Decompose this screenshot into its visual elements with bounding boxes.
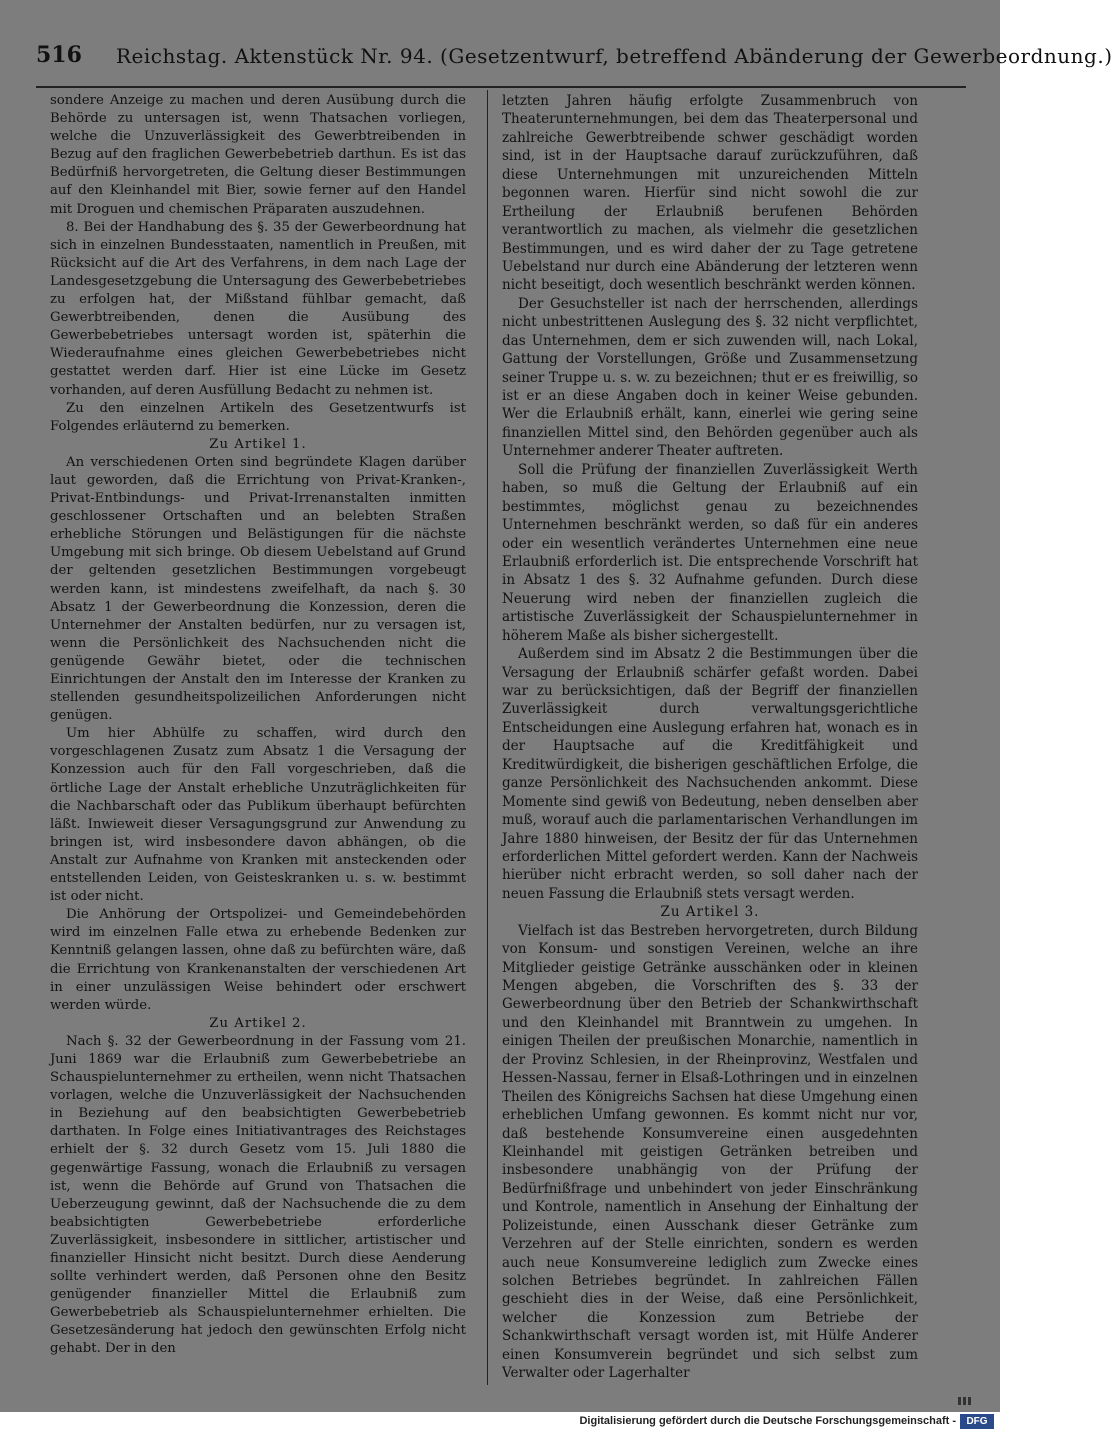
- page-number: 516: [36, 42, 82, 68]
- footer: [0, 1412, 1000, 1432]
- paragraph: 8. Bei der Handhabung des §. 35 der Gewerbeordnung hat sich in einzelnen Bundesstaaten, namentlich in Preußen, mit Rücksicht auf die Art des Verfahrens, in dem nach Lage der Landesgesetzgebung die Untersagung des Gewerbebetriebes zu erfolgen hat, der Mißstand fühlbar gemacht, daß Gewerbtreibenden, denen die Ausübung des Gewerbebetriebes untersagt worden ist, späterhin die Wiederaufnahme eines gleichen Gewerbebetriebes nicht gestattet werden darf. Hier ist eine Lücke im Gesetz vorhanden, auf deren Ausfüllung Bedacht zu nehmen ist.: [50, 219, 466, 398]
- paragraph: Um hier Abhülfe zu schaffen, wird durch den vorgeschlagenen Zusatz zum Absatz 1 die Versagung der Konzession auch für den Fall vorgeschrieben, daß die örtliche Lage der Anstalt erhebliche Unzuträglichkeiten für die Nachbarschaft oder das Publikum überhaupt befürchten läßt. Inwieweit dieser Versagungsgrund zur Anwendung zu bringen ist, wird insbesondere davon abhängen, ob die Anstalt zur Aufnahme von Kranken mit ansteckenden oder entstellenden Leiden, von Geisteskranken u. s. w. bestimmt ist oder nicht.: [50, 726, 466, 905]
- paragraph: Außerdem sind im Absatz 2 die Bestimmungen über die Versagung der Erlaubniß schärfer gefaßt worden. Dabei war zu berücksichtigen, daß der Begriff der finanziellen Zuverlässigkeit durch verwaltungsgerichtliche Entscheidungen eine Auslegung erfahren hat, wonach es in der Hauptsache auf die Kreditfähigkeit und Kreditwürdigkeit, die bisherigen geschäftlichen Erfolge, die ganze Persönlichkeit des Nachsuchenden ankommt. Diese Momente sind gewiß von Bedeutung, neben denselben aber muß, worauf auch die parlamentarischen Verhandlungen im Jahre 1880 hinweisen, der Besitz der für das Unternehmen erforderlichen Mittel gefordert werden. Kann der Nachweis hierüber nicht erbracht werden, so soll daher nach der neuen Fassung die Erlaubniß stets versagt werden.: [502, 646, 918, 902]
- right-column: [502, 92, 918, 1383]
- header-rule: [36, 86, 966, 88]
- paragraph: sondere Anzeige zu machen und deren Ausübung durch die Behörde zu untersagen ist, wenn Thatsachen vorliegen, welche die Unzuverlässigkeit des Gewerbtreibenden in Bezug auf den fraglichen Gewerbebetrieb darthun. Es ist das Bedürfniß hervorgetreten, die Geltung dieser Bestimmungen auf den Kleinhandel mit Bier, sowie ferner auf den Handel mit Droguen und chemischen Präparaten auszudehnen.: [50, 93, 466, 217]
- paragraph: Vielfach ist das Bestreben hervorgetreten, durch Bildung von Konsum- und sonstigen Vereinen, welche an ihre Mitglieder geistige Getränke ausschänken oder in kleinen Mengen abgeben, die Vorschriften des §. 33 der Gewerbeordnung über den Betrieb der Schankwirthschaft und den Kleinhandel mit Branntwein zu umgehen. In einigen Theilen der preußischen Monarchie, namentlich in der Provinz Schlesien, in der Rheinprovinz, Westfalen und Hessen-Nassau, ferner in Elsaß-Lothringen und in einzelnen Theilen des Königreichs Sachsen hat diese Umgehung einen erheblichen Umfang gewonnen. Es kommt nicht nur vor, daß bestehende Konsumvereine einen ausgedehnten Kleinhandel mit geistigen Getränken betreiben und insbesondere unabhängig von der Prüfung der Bedürfnißfrage und unbehindert von jeder Einschränkung und Kontrole, namentlich in Ansehung der Einhaltung der Polizeistunde, einen Ausschank dieser Getränke zum Verzehren auf der Stelle einrichten, sondern es werden auch neue Konsumvereine lediglich zum Zwecke eines solchen Betriebes begründet. In zahlreichen Fällen geschieht dies in der Weise, daß eine Persönlichkeit, welcher die Konzession zum Betriebe der Schankwirthschaft versagt worden ist, mit Hülfe Anderer einen Konsumverein begründet und sich selbst zum Verwalter oder Lagerhalter: [502, 922, 918, 1382]
- paragraph: letzten Jahren häufig erfolgte Zusammenbruch von Theaterunternehmungen, bei dem das Theaterpersonal und zahlreiche Gewerbtreibende schwer geschädigt worden sind, ist in der Hauptsache darauf zurückzuführen, daß diese Unternehmungen mit unzureichenden Mitteln begonnen waren. Hierfür sind nicht sowohl die zur Ertheilung der Erlaubniß berufenen Behörden verantwortlich zu machen, als vielmehr die gesetzlichen Bestimmungen, und es wird daher der zu Tage getretene Uebelstand nur durch eine Abänderung der letzteren wenn nicht beseitigt, doch wesentlich beschränkt werden können.: [502, 93, 918, 294]
- paragraph: Nach §. 32 der Gewerbeordnung in der Fassung vom 21. Juni 1869 war die Erlaubniß zum Gewerbebetriebe an Schauspielunternehmer zu ertheilen, wenn nicht Thatsachen vorlagen, welche die Unzuverlässigkeit der Nachsuchenden in Beziehung auf den beabsichtigten Gewerbebetrieb darthaten. In Folge eines Initiativantrages des Reichstages erhielt der §. 32 durch Gesetz vom 15. Juli 1880 die gegenwärtige Fassung, wonach die Erlaubniß zu versagen ist, wenn die Behörde auf Grund von Thatsachen die Ueberzeugung gewinnt, daß der Nachsuchende die zu dem beabsichtigten Gewerbebetriebe erforderliche Zuverlässigkeit, insbesondere in sittlicher, artistischer und finanzieller Hinsicht nicht besitzt. Durch diese Aenderung sollte verhindert werden, daß Personen ohne den Besitz genügender finanzieller Mittel die Erlaubniß zum Gewerbebetrieb als Schauspielunternehmer erhielten. Die Gesetzesänderung hat jedoch den gewünschten Erfolg nicht gehabt. Der in den: [50, 1033, 466, 1357]
- scan-mark-icon: [958, 1390, 980, 1400]
- left-column: [50, 92, 466, 1359]
- column-divider: [487, 90, 488, 1385]
- section-heading: Zu Artikel 1.: [209, 436, 307, 452]
- dfg-logo-icon: DFG: [960, 1414, 994, 1429]
- paragraph: Zu den einzelnen Artikeln des Gesetzentwurfs ist Folgendes erläuternd zu bemerken.: [50, 400, 466, 434]
- paragraph: Soll die Prüfung der finanziellen Zuverlässigkeit Werth haben, so muß die Geltung der Erlaubniß auf ein bestimmtes, möglichst genau zu bezeichnendes Unternehmen beschränkt werden, so daß für ein anderes oder ein wesentlich verändertes Unternehmen eine neue Erlaubniß erforderlich ist. Die entsprechende Vorschrift hat in Absatz 1 des §. 32 Aufnahme gefunden. Durch diese Neuerung wird neben der finanziellen zugleich die artistische Zuverlässigkeit der Schauspielunternehmer in höherem Maße als bisher sichergestellt.: [502, 461, 918, 644]
- paragraph: An verschiedenen Orten sind begründete Klagen darüber laut geworden, daß die Errichtung von Privat-Kranken-, Privat-Entbindungs- und Privat-Irrenanstalten inmitten geschlossener Ortschaften und an belebten Straßen erhebliche Störungen und Belästigungen für die nächste Umgebung mit sich bringe. Ob diesem Uebelstand auf Grund der geltenden gesetzlichen Bestimmungen vorgebeugt werden kann, ist mindestens zweifelhaft, da nach §. 30 Absatz 1 der Gewerbeordnung die Konzession, deren die Unternehmer der Anstalten bedürfen, nur zu versagen ist, wenn die Persönlichkeit des Nachsuchenden nicht die genügende Gewähr bietet, oder die technischen Einrichtungen der Anstalt den im Interesse der Kranken zu stellenden gesundheitspolizeilichen Anforderungen nicht genügen.: [50, 454, 466, 724]
- page-header: [36, 38, 1113, 72]
- paragraph: Der Gesuchsteller ist nach der herrschenden, allerdings nicht unbestrittenen Auslegung des §. 32 nicht verpflichtet, das Unternehmen, dem er sich zuwenden will, nach Lokal, Gattung der Vorstellungen, Größe und Zusammensetzung seiner Truppe u. s. w. zu bezeichnen; thut er es freiwillig, so ist er an diese Angaben doch in keiner Weise gebunden. Wer die Erlaubniß erhält, kann, einerlei wie gering seine finanziellen Mittel sind, den Behörden gegenüber auch als Unternehmer anderer Theater auftreten.: [502, 295, 918, 460]
- funding-note: Digitalisierung gefördert durch die Deutsche Forschungsgemeinschaft -: [579, 1415, 956, 1427]
- paragraph: Die Anhörung der Ortspolizei- und Gemeindebehörden wird im einzelnen Falle etwa zu erhebende Bedenken zur Kenntniß gelangen lassen, ohne daß zu befürchten wäre, daß die Errichtung von Krankenanstalten der verschiedenen Art in einer unzulässigen Weise behindert oder erschwert werden würde.: [50, 907, 466, 1013]
- section-heading: Zu Artikel 3.: [660, 904, 760, 921]
- running-title: Reichstag. Aktenstück Nr. 94. (Gesetzentwurf, betreffend Abänderung der Gewerbeordnung.): [116, 44, 1113, 68]
- section-heading: Zu Artikel 2.: [209, 1015, 307, 1031]
